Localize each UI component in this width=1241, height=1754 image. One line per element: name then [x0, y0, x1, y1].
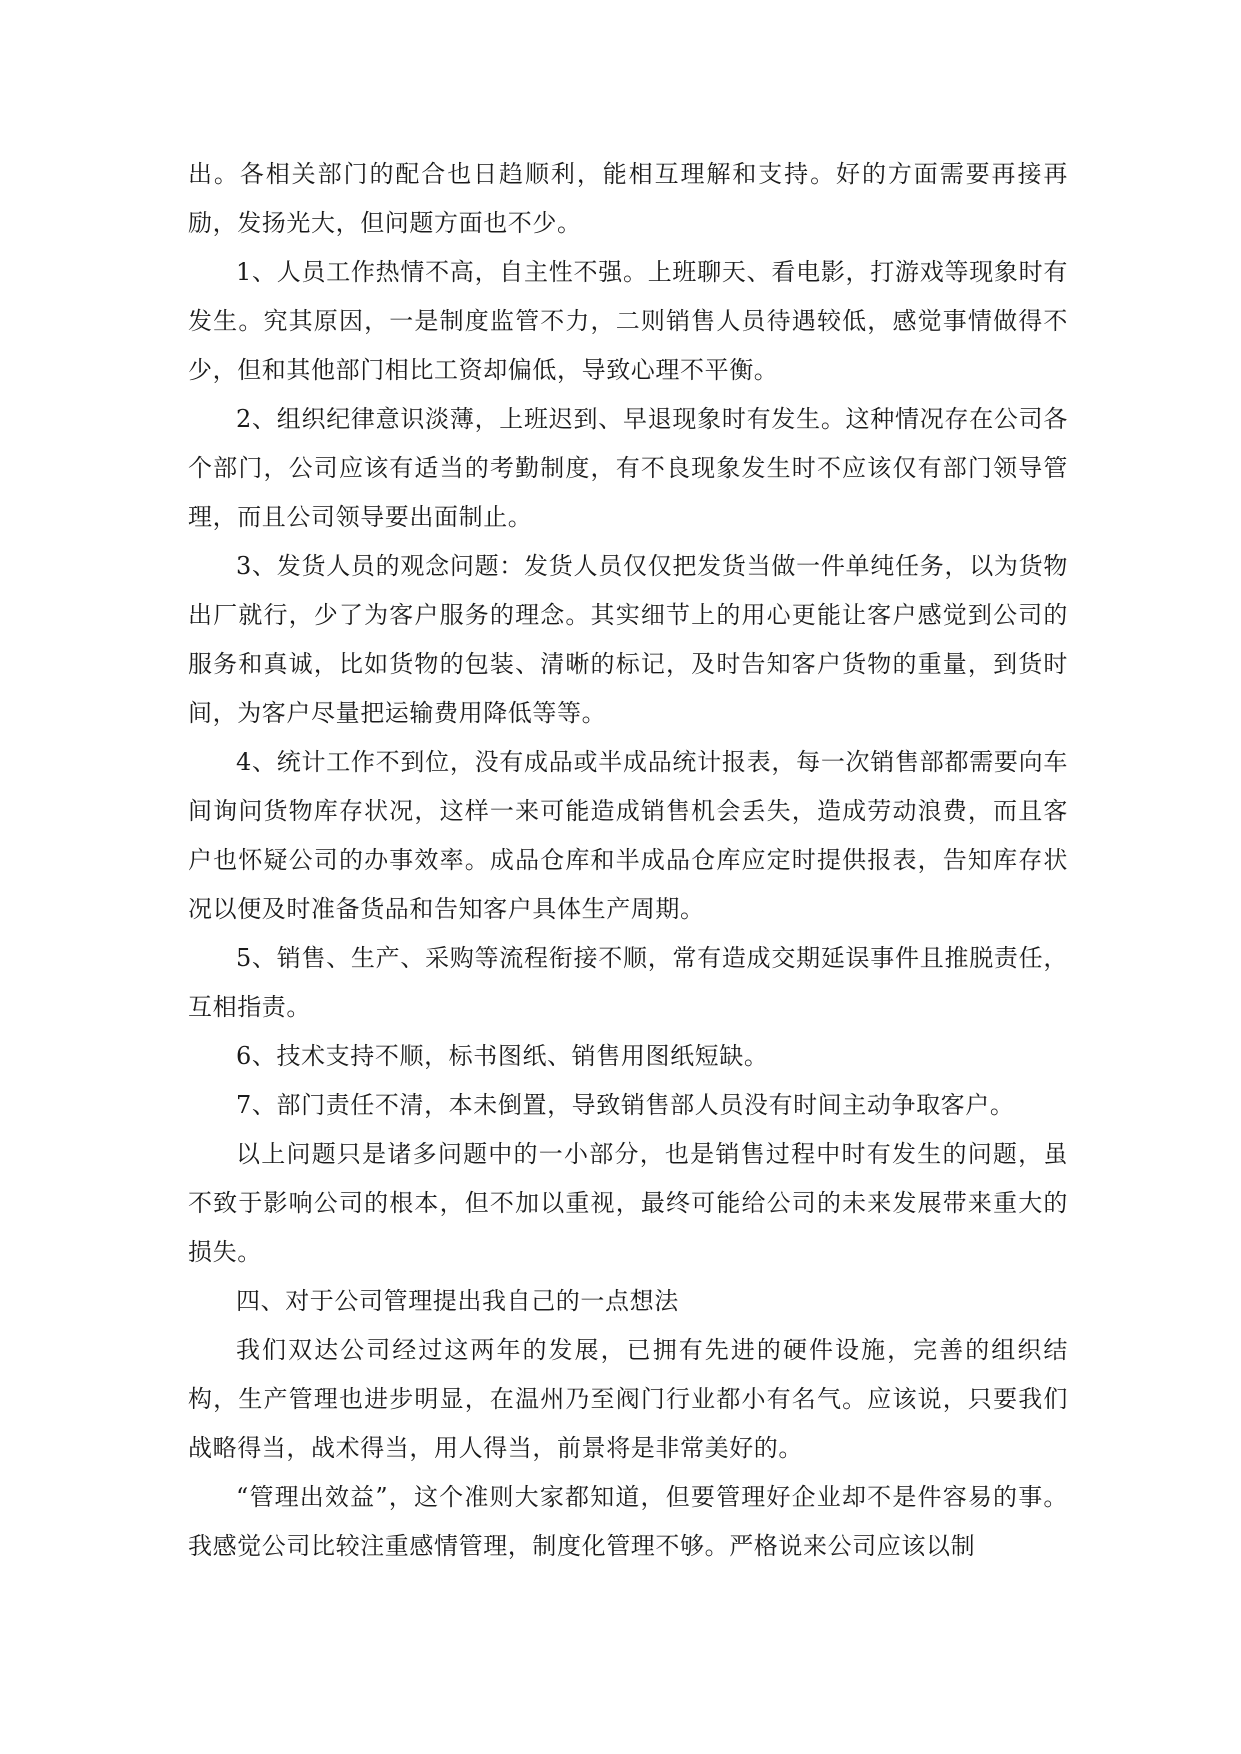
- paragraph-company-development: 我们双达公司经过这两年的发展，已拥有先进的硬件设施，完善的组织结构，生产管理也进步明显，在温州乃至阀门行业都小有名气。应该说，只要我们战略得当，战术得当，用人得当，前景将是非常美好的。: [188, 1336, 1068, 1462]
- paragraph-summary: 以上问题只是诸多问题中的一小部分，也是销售过程中时有发生的问题，虽不致于影响公司的根本，但不加以重视，最终可能给公司的未来发展带来重大的损失。: [188, 1140, 1068, 1266]
- paragraph-management-benefit: “管理出效益”，这个准则大家都知道，但要管理好企业却不是件容易的事。我感觉公司比较注重感情管理，制度化管理不够。严格说来公司应该以制: [188, 1483, 1068, 1560]
- paragraph-issue-4: 4、统计工作不到位，没有成品或半成品统计报表，每一次销售部都需要向车间询问货物库存状况，这样一来可能造成销售机会丢失，造成劳动浪费，而且客户也怀疑公司的办事效率。成品仓库和半成品仓库应定时提供报表，告知库存状况以便及时准备货品和告知客户具体生产周期。: [188, 748, 1068, 923]
- paragraph-issue-2: 2、组织纪律意识淡薄，上班迟到、早退现象时有发生。这种情况存在公司各个部门，公司应该有适当的考勤制度，有不良现象发生时不应该仅有部门领导管理，而且公司领导要出面制止。: [188, 405, 1068, 531]
- document-body: [188, 150, 1068, 1571]
- paragraph-issue-5: 5、销售、生产、采购等流程衔接不顺，常有造成交期延误事件且推脱责任，互相指责。: [188, 944, 1068, 1021]
- paragraph-issue-1: 1、人员工作热情不高，自主性不强。上班聊天、看电影，打游戏等现象时有发生。究其原因，一是制度监管不力，二则销售人员待遇较低，感觉事情做得不少，但和其他部门相比工资却偏低，导致心理不平衡。: [188, 258, 1068, 384]
- section-heading-4: 四、对于公司管理提出我自己的一点想法: [236, 1287, 679, 1315]
- paragraph-issue-6: 6、技术支持不顺，标书图纸、销售用图纸短缺。: [236, 1042, 769, 1070]
- paragraph-continuation: 出。各相关部门的配合也日趋顺利，能相互理解和支持。好的方面需要再接再励，发扬光大，但问题方面也不少。: [188, 160, 1068, 237]
- paragraph-issue-3: 3、发货人员的观念问题：发货人员仅仅把发货当做一件单纯任务，以为货物出厂就行，少了为客户服务的理念。其实细节上的用心更能让客户感觉到公司的服务和真诚，比如货物的包装、清晰的标记，及时告知客户货物的重量，到货时间，为客户尽量把运输费用降低等等。: [188, 552, 1068, 727]
- paragraph-issue-7: 7、部门责任不清，本未倒置，导致销售部人员没有时间主动争取客户。: [236, 1091, 1015, 1119]
